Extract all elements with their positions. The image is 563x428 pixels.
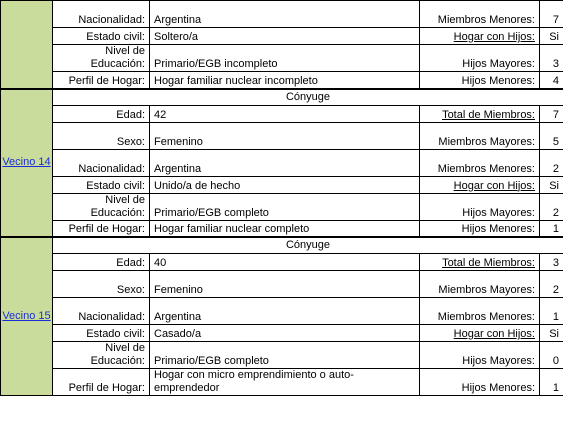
hijos-menores-label: Hijos Menores: (420, 369, 540, 396)
nacionalidad-value: Argentina (150, 149, 420, 176)
miembros-menores-label: Miembros Menores: (420, 1, 540, 28)
total-miembros-label: Total de Miembros: (420, 254, 540, 271)
hogar-con-hijos-label: Hogar con Hijos: (420, 176, 540, 193)
vecino-14-side-cell (1, 89, 53, 238)
hijos-menores-label: Hijos Menores: (420, 220, 540, 237)
miembros-menores-label: Miembros Menores: (420, 149, 540, 176)
nacionalidad-label: Nacionalidad: (53, 298, 150, 325)
hijos-menores-value: 4 (540, 72, 563, 89)
nivel-educacion-value: Primario/EGB incompleto (150, 45, 420, 72)
miembros-mayores-label: Miembros Mayores: (420, 271, 540, 298)
hogar-con-hijos-value: Si (540, 325, 563, 342)
table-row (1, 89, 563, 106)
table-row (1, 325, 563, 342)
total-miembros-label: Total de Miembros: (420, 105, 540, 122)
conyuge-title: Cónyuge (53, 89, 563, 106)
hijos-mayores-label: Hijos Mayores: (420, 342, 540, 369)
estado-civil-label: Estado civil: (53, 325, 150, 342)
hogar-con-hijos-value: Si (540, 176, 563, 193)
perfil-hogar-label: Perfil de Hogar: (53, 220, 150, 237)
nacionalidad-value: Argentina (150, 1, 420, 28)
table-row (1, 271, 563, 298)
hijos-menores-value: 1 (540, 369, 563, 396)
table-row (1, 369, 563, 396)
nivel-educacion-label: Nivel de Educación: (53, 342, 150, 369)
table-row (1, 237, 563, 254)
estado-civil-value: Casado/a (150, 325, 420, 342)
miembros-menores-value: 7 (540, 1, 563, 28)
table-row (1, 342, 563, 369)
miembros-menores-label: Miembros Menores: (420, 298, 540, 325)
estado-civil-label: Estado civil: (53, 176, 150, 193)
hijos-mayores-label: Hijos Mayores: (420, 45, 540, 72)
perfil-hogar-value: Hogar con micro emprendimiento o auto-emprendedor (150, 369, 420, 396)
nivel-educacion-label: Nivel de Educación: (53, 193, 150, 220)
nivel-educacion-value: Primario/EGB completo (150, 193, 420, 220)
edad-label: Edad: (53, 105, 150, 122)
estado-civil-value: Unido/a de hecho (150, 176, 420, 193)
vecino-15-side-cell (1, 237, 53, 396)
nivel-educacion-value: Primario/EGB completo (150, 342, 420, 369)
table-row (1, 1, 563, 28)
perfil-hogar-value: Hogar familiar nuclear completo (150, 220, 420, 237)
perfil-hogar-label: Perfil de Hogar: (53, 369, 150, 396)
miembros-mayores-value: 2 (540, 271, 563, 298)
perfil-hogar-value: Hogar familiar nuclear incompleto (150, 72, 420, 89)
table-row (1, 220, 563, 237)
edad-value: 42 (150, 105, 420, 122)
total-miembros-value: 7 (540, 105, 563, 122)
hijos-mayores-label: Hijos Mayores: (420, 193, 540, 220)
edad-label: Edad: (53, 254, 150, 271)
hogar-con-hijos-value: Si (540, 28, 563, 45)
sexo-label: Sexo: (53, 122, 150, 149)
nacionalidad-label: Nacionalidad: (53, 1, 150, 28)
table-row (1, 298, 563, 325)
vecino-side-cell (1, 1, 53, 89)
estado-civil-value: Soltero/a (150, 28, 420, 45)
hijos-menores-label: Hijos Menores: (420, 72, 540, 89)
table-row (1, 45, 563, 72)
table-row (1, 28, 563, 45)
edad-value: 40 (150, 254, 420, 271)
nacionalidad-label: Nacionalidad: (53, 149, 150, 176)
miembros-menores-value: 1 (540, 298, 563, 325)
vecino-15-link[interactable]: Vecino 15 (2, 310, 51, 322)
estado-civil-label: Estado civil: (53, 28, 150, 45)
sexo-value: Femenino (150, 271, 420, 298)
table-row (1, 149, 563, 176)
hogar-con-hijos-label: Hogar con Hijos: (420, 325, 540, 342)
table-row (1, 105, 563, 122)
hijos-mayores-value: 0 (540, 342, 563, 369)
table-row (1, 193, 563, 220)
vecino-14-link[interactable]: Vecino 14 (2, 156, 51, 169)
conyuge-title: Cónyuge (53, 237, 563, 254)
hijos-mayores-value: 3 (540, 45, 563, 72)
total-miembros-value: 3 (540, 254, 563, 271)
miembros-mayores-label: Miembros Mayores: (420, 122, 540, 149)
table-row (1, 72, 563, 89)
nacionalidad-value: Argentina (150, 298, 420, 325)
hijos-menores-value: 1 (540, 220, 563, 237)
hijos-mayores-value: 2 (540, 193, 563, 220)
hogar-con-hijos-label: Hogar con Hijos: (420, 28, 540, 45)
nivel-educacion-label: Nivel de Educación: (53, 45, 150, 72)
table-row (1, 176, 563, 193)
miembros-mayores-value: 5 (540, 122, 563, 149)
table-row (1, 254, 563, 271)
perfil-hogar-label: Perfil de Hogar: (53, 72, 150, 89)
miembros-menores-value: 2 (540, 149, 563, 176)
sexo-value: Femenino (150, 122, 420, 149)
sexo-label: Sexo: (53, 271, 150, 298)
table-row (1, 122, 563, 149)
